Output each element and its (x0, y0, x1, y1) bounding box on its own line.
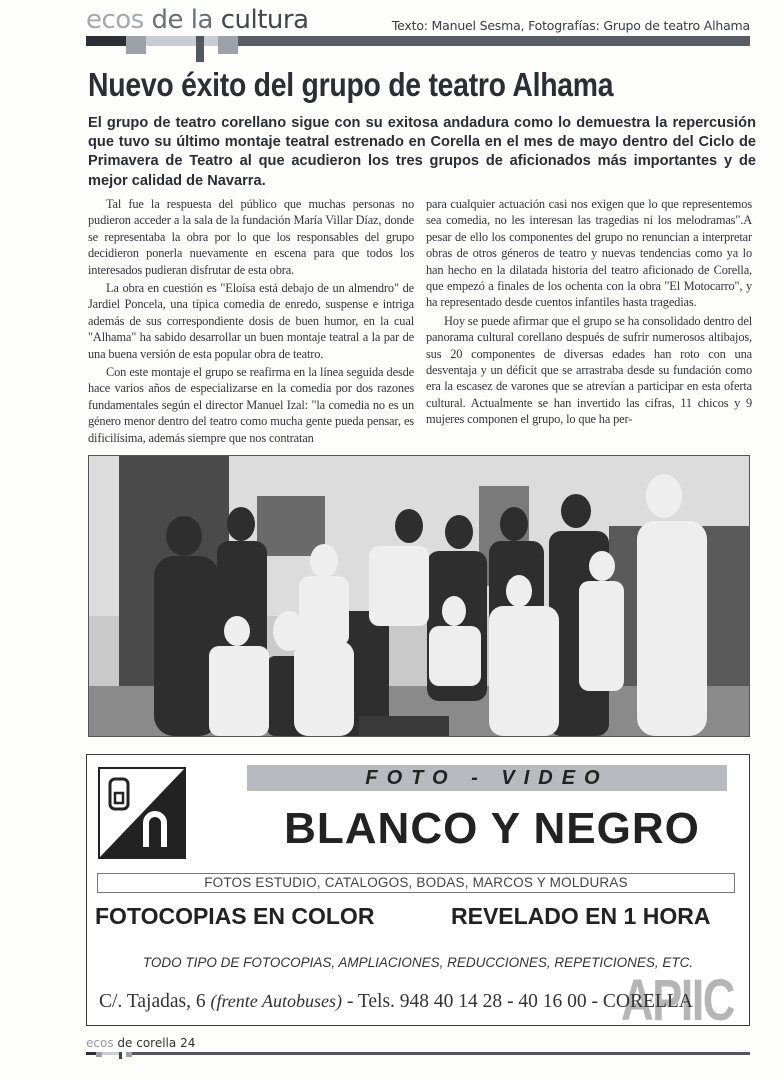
paragraph: Hoy se puede afirmar que el grupo se ha consolidado dentro del panorama cultural corellano después de sufrir numerosos altibajos, sus 20 componentes de diversas edades han roto con una desventaja y un déficit que se arrastraba desde su fundación como era la escasez de varones que se atrevían a participar en esta oferta cultural. Actualmente se han invertido las cifras, 11 chicos y 9 mujeres componen el grupo, lo que ha per- (426, 313, 752, 427)
services-list: FOTOS ESTUDIO, CATALOGOS, BODAS, MARCOS Y MOLDURAS (97, 873, 735, 893)
logo-letter (112, 777, 132, 809)
foto-video-band: FOTO - VIDEO (247, 765, 727, 791)
address-note: (frente Autobuses) (210, 991, 342, 1011)
business-name: BLANCO Y NEGRO (284, 804, 700, 853)
copy-services: TODO TIPO DE FOTOCOPIAS, AMPLIACIONES, REDUCCIONES, REPETICIONES, ETC. (142, 955, 694, 970)
feature-color-copies: FOTOCOPIAS EN COLOR (95, 903, 375, 929)
footer-word: corella (136, 1036, 177, 1050)
article-headline: Nuevo éxito del grupo de teatro Alhama (88, 66, 614, 103)
section-title-word: cultura (220, 5, 309, 35)
cast-photo-illustration (89, 456, 749, 736)
article-credits: Texto: Manuel Sesma, Fotografías: Grupo de teatro Alhama (391, 18, 750, 33)
paragraph: Con este montaje el grupo se reafirma en la línea seguida desde hace varios años de especializarse en la comedia por dos razones fundamentales según el director Manuel Izal: "la comedia no es un género menor dentro del teatro como mucha gente pueda pensar, es dificilísima, además siempre que nos contratan (88, 365, 414, 445)
article-lead: El grupo de teatro corellano sigue con su exitosa andadura como lo demuestra la repercusión que tuvo su último montaje teatral estrenado en Corella en el mes de mayo dentro del Ciclo de Primavera de Teatro al que acudieron los tres grupos de aficionados más importantes y de mejor calidad de Navarra. (88, 115, 756, 189)
section-title-word: ecos (86, 5, 144, 35)
header-bar-segment (126, 36, 146, 54)
section-title (86, 4, 309, 36)
header-bar-segment (86, 36, 126, 46)
logo-letter (148, 819, 168, 849)
bn-logo-icon (98, 767, 186, 859)
page-number: 24 (180, 1036, 196, 1050)
address-street: C/. Tajadas, 6 (99, 991, 206, 1012)
section-title-word: de la (151, 5, 213, 35)
address-line (99, 991, 693, 1013)
paragraph: La obra en cuestión es "Eloísa está debajo de un almendro" de Jardiel Poncela, una típica comedia de enredo, suspense e intriga además de sus correspondiente dosis de buen humor, en la cual "Alhama" ha sabido desarrollar un buen montaje teatral a la par de una buena versión de esta popular obra de teatro. (88, 281, 414, 361)
footer-label (86, 1036, 195, 1050)
header-bar-segment (146, 36, 196, 46)
footer-bar-segment (132, 1052, 750, 1055)
article-column-1 (88, 196, 414, 448)
article-column-2 (426, 196, 752, 430)
paragraph: Tal fue la respuesta del público que muchas personas no pudieron acceder a la sala de la fundación María Villar Díaz, donde se representaba la obra por lo que los responsables del grupo decidieron ponerla nuevamente en escena para que todos los interesados pudieran disfrutar de esta obra. (88, 197, 414, 277)
cast-photo (88, 455, 750, 737)
header-bar-segment (238, 36, 750, 46)
header-bar-segment (218, 36, 238, 54)
paragraph: para cualquier actuación casi nos exigen que lo que representemos sea comedia, no les interesan las tragedias ni los melodramas".A pesar de ello los componentes del grupo no renuncian a interpretar obras de otros géneros de teatro y nuevas tendencias como ya lo han hecho en la dilatada historia del teatro aficionado de Corella, que empezó a finales de los ochenta con la obra "El Motocarro", y ha representado desde cuentos infantiles hasta tragedias. (426, 197, 752, 310)
footer-word: de (117, 1036, 133, 1050)
footer-bar-segment (119, 1052, 122, 1059)
header-bar-segment (196, 36, 204, 62)
feature-one-hour: REVELADO EN 1 HORA (451, 903, 711, 929)
footer-bar-segment (86, 1052, 96, 1055)
apiic-watermark: APIIC (621, 968, 734, 1033)
header-bar-segment (204, 36, 218, 46)
advertisement-blanco-y-negro (86, 754, 750, 1033)
footer-word: ecos (86, 1036, 114, 1050)
address-phones: - Tels. 948 40 14 28 - 40 16 00 - CORELLA (346, 991, 693, 1012)
